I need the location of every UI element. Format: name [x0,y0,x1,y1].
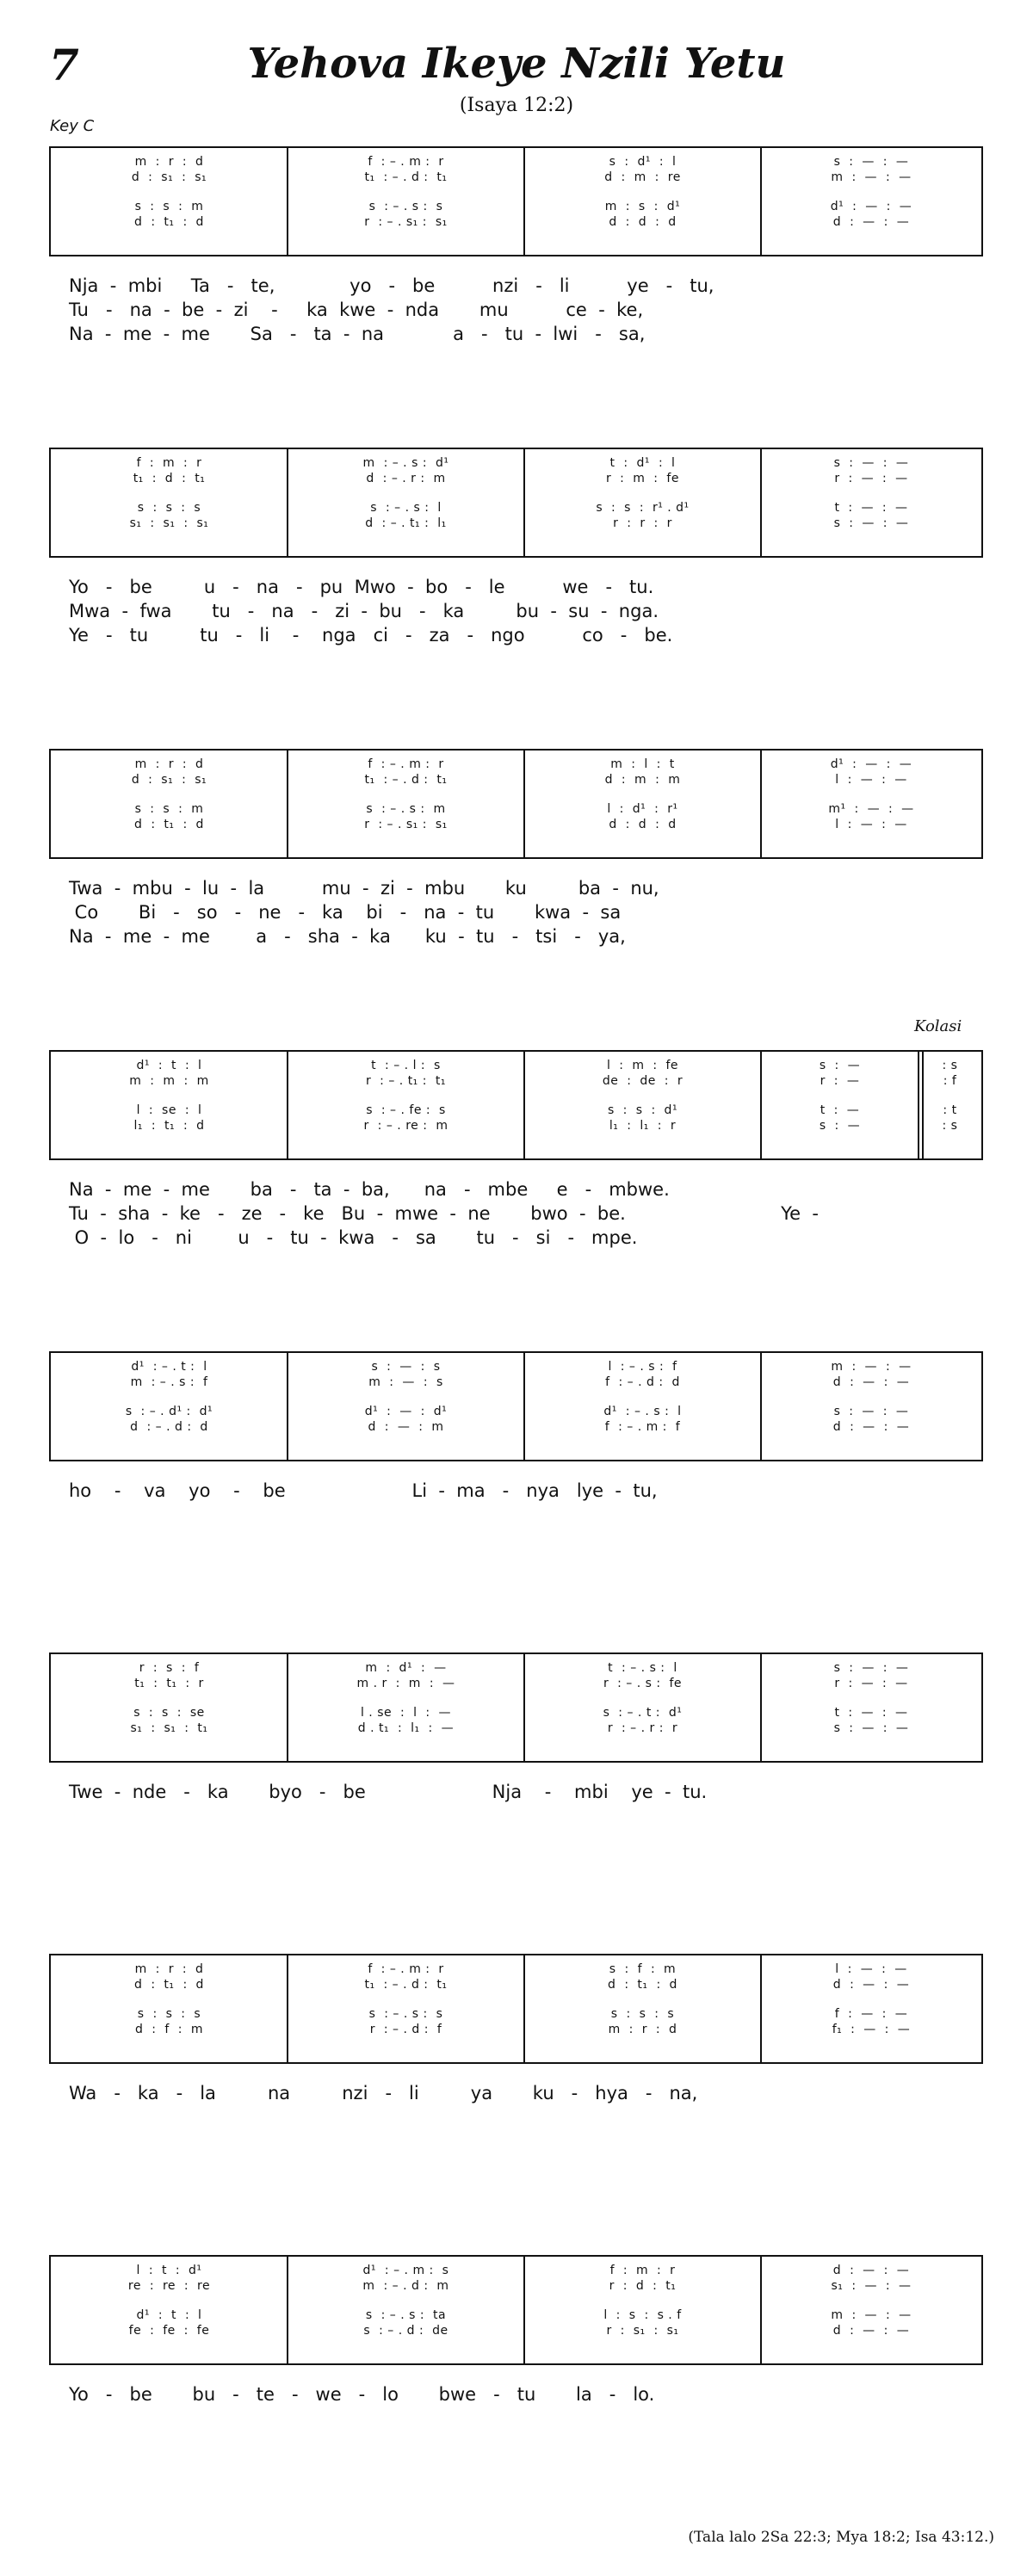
voice-line: f : – . m : r [368,155,444,169]
barline [760,2257,762,2363]
voice-line: d¹ : — : — [830,200,912,213]
voice-line: : t [943,1103,957,1117]
voice-line: l : s : s . f [603,2308,682,2322]
barline [523,449,525,556]
voice-line: d . t₁ : l₁ : — [357,1721,455,1735]
solfa-system [49,2255,983,2365]
voice-line: r : m : fe [606,472,679,485]
barline [287,148,288,255]
voice-line: m . r : m : — [356,1677,455,1690]
solfa-system [49,1652,983,1763]
voice-line: m : s : d¹ [604,200,681,213]
lyric-line: Ye - tu tu - li - nga ci - za - ngo co - be. [69,625,673,646]
voice-line: d : — : — [832,2264,910,2277]
scripture-reference: (Isaya 12:2) [459,95,574,116]
lyric-line: Yo - be bu - te - we - lo bwe - tu la - lo. [69,2384,655,2405]
voice-line: l : m : fe [606,1059,679,1072]
voice-line: s : – . d : de [363,2324,448,2338]
voice-line: m : — : s [368,1375,443,1389]
lyric-line: Wa - ka - la na nzi - li ya ku - hya - na, [69,2083,698,2103]
voice-line: d¹ : – . s : l [603,1405,682,1418]
voice-line: d¹ : — : — [830,757,912,771]
double-barline [918,1052,924,1158]
voice-line: : s [942,1059,958,1072]
barline [287,1052,288,1158]
measure [288,449,524,556]
voice-line: s : s : m [134,802,204,816]
voice-line: t : — [820,1103,860,1117]
voice-line: d : – . d : d [130,1420,208,1434]
voice-line: : f [943,1074,957,1088]
measure [288,1654,524,1761]
voice-line: m : m : m [129,1074,209,1088]
voice-line: m : – . s : f [130,1375,208,1389]
voice-line: s : s : r¹ . d¹ [596,501,690,515]
voice-line: d : – . t₁ : l₁ [365,516,447,530]
barline [287,751,288,857]
measure [51,2257,288,2363]
barline [523,1052,525,1158]
voice-line: d : s₁ : s₁ [131,773,207,787]
voice-line: s : — [819,1119,861,1133]
measure [288,751,524,857]
voice-line: s : — : — [833,456,909,470]
voice-line: re : re : re [127,2279,211,2293]
voice-line: d : f : m [135,2023,203,2036]
barline [760,1353,762,1460]
voice-line: f₁ : — : — [832,2023,911,2036]
lyric-line: Co Bi - so - ne - ka bi - na - tu kwa - sa [69,902,622,923]
voice-line: s : – . s : s [368,2007,443,2021]
measure [524,1353,761,1460]
voice-line: s : s : d¹ [607,1103,678,1117]
measure [288,2257,524,2363]
barline [523,148,525,255]
measure [51,1353,288,1460]
voice-line: r : s₁ : s₁ [606,2324,679,2338]
measure [524,1052,761,1158]
voice-line: r : — [820,1074,860,1088]
lyric-line: Twe - nde - ka byo - be Nja - mbi ye - tu. [69,1782,708,1802]
voice-line: d : d : d [609,818,677,831]
voice-line: r : – . s₁ : s₁ [364,215,448,229]
lyric-line: Na - me - me ba - ta - ba, na - mbe e - mbwe. [69,1179,670,1200]
voice-line: d : — : — [832,1420,910,1434]
voice-line: m : l : t [610,757,675,771]
voice-line: s : — : — [833,1405,909,1418]
solfa-system [49,749,983,859]
measure [524,751,761,857]
voice-line: d¹ : – . t : l [131,1360,207,1374]
voice-line: f : – . m : r [368,757,444,771]
voice-line: s₁ : — : — [831,2279,912,2293]
measure [524,2257,761,2363]
measure [761,2257,981,2363]
voice-line: r : – . s : fe [603,1677,683,1690]
voice-line: l : — : — [835,1962,907,1976]
voice-line: m : r : d [134,757,204,771]
voice-line: f : – . d : d [605,1375,680,1389]
voice-line: m : r : d [134,155,204,169]
voice-line: m¹ : — : — [828,802,914,816]
voice-line: t₁ : d : t₁ [133,472,206,485]
barline [287,1654,288,1761]
measure [51,148,288,255]
barline [760,1955,762,2062]
voice-line: l : — : — [835,773,907,787]
voice-line: f : m : r [609,2264,676,2277]
voice-line: t : — : — [834,1706,908,1720]
measure [51,449,288,556]
barline [760,751,762,857]
voice-line: m : r : d [608,2023,677,2036]
voice-line: r : r : r [613,516,672,530]
voice-line: f : — : — [834,2007,908,2021]
voice-line: s : s : s [137,2007,201,2021]
voice-line: s₁ : s₁ : t₁ [130,1721,208,1735]
hymn-title: Yehova Ikeye Nzili Yetu [247,40,786,88]
voice-line: s : s : m [134,200,204,213]
voice-line: s : — : — [833,1721,909,1735]
voice-line: l₁ : t₁ : d [133,1119,205,1133]
solfa-system [49,1050,983,1160]
barline [523,1353,525,1460]
voice-line: s : d¹ : l [609,155,677,169]
measure [761,1654,981,1761]
measure [524,1955,761,2062]
barline [287,1353,288,1460]
voice-line: t : d¹ : l [609,456,676,470]
voice-line: d¹ : t : l [136,1059,202,1072]
voice-line: f : m : r [136,456,202,470]
lyric-line: Nja - mbi Ta - te, yo - be nzi - li ye - tu, [69,275,714,296]
voice-line: r : – . r : r [607,1721,678,1735]
voice-line: t : — : — [834,501,908,515]
voice-line: m : — : — [831,2308,912,2322]
voice-line: s : — [819,1059,861,1072]
voice-line: d¹ : t : l [136,2308,202,2322]
voice-line: f : – . m : r [368,1962,444,1976]
voice-line: s : s : s [137,501,201,515]
voice-line: s : – . s : l [370,501,442,515]
barline [287,449,288,556]
voice-line: d : — : — [832,215,910,229]
barline [523,1955,525,2062]
measure [761,148,981,255]
voice-line: : s [942,1119,958,1133]
voice-line: d : m : re [604,170,681,184]
voice-line: l : se : l [136,1103,202,1117]
voice-line: r : – . t₁ : t₁ [366,1074,446,1088]
solfa-system [49,448,983,558]
voice-line: r : – . re : m [363,1119,448,1133]
measure [288,1955,524,2062]
voice-line: s : — : s [371,1360,441,1374]
voice-line: d : t₁ : d [134,818,204,831]
measure [51,1654,288,1761]
lyric-line: Mwa - fwa tu - na - zi - bu - ka bu - su - nga. [69,601,659,621]
voice-line: l . se : l : — [360,1706,452,1720]
solfa-system [49,1954,983,2064]
voice-line: l : – . s : f [608,1360,677,1374]
barline [523,2257,525,2363]
voice-line: m : d¹ : — [365,1661,447,1675]
barline [760,1654,762,1761]
voice-line: s : — : — [833,155,909,169]
barline [760,1052,762,1158]
voice-line: t₁ : t₁ : r [134,1677,204,1690]
measure [51,751,288,857]
voice-line: r : – . d : f [369,2023,442,2036]
voice-line: s₁ : s₁ : s₁ [129,516,209,530]
lyric-line: ho - va yo - be Li - ma - nya lye - tu, [69,1480,658,1501]
voice-line: s : f : m [609,1962,677,1976]
voice-line: d : — : — [832,1978,910,1992]
voice-line: s : – . d¹ : d¹ [125,1405,213,1418]
voice-line: s : – . s : m [366,802,446,816]
lyric-line: Tu - na - be - zi - ka kwe - nda mu ce - ke, [69,300,644,320]
voice-line: s : — : — [833,516,909,530]
voice-line: d : t₁ : d [134,215,204,229]
barline [760,449,762,556]
voice-line: m : — : — [831,170,912,184]
voice-line: l : t : d¹ [136,2264,202,2277]
measure [761,1955,981,2062]
voice-line: s : s : s [610,2007,675,2021]
lyric-line: Na - me - me a - sha - ka ku - tu - tsi - ya, [69,926,626,947]
voice-line: t₁ : – . d : t₁ [364,773,448,787]
voice-line: m : — : — [831,1360,912,1374]
voice-line: l₁ : l₁ : r [609,1119,677,1133]
lyric-line: Yo - be u - na - pu Mwo - bo - le we - tu. [69,577,654,597]
voice-line: d : t₁ : d [608,1978,677,1992]
voice-line: r : — : — [834,472,908,485]
measure [524,1654,761,1761]
voice-line: d : — : — [832,2324,910,2338]
voice-line: t : – . l : s [371,1059,441,1072]
measure [288,1052,524,1158]
solfa-system [49,1351,983,1461]
barline [523,751,525,857]
lyric-line: Na - me - me Sa - ta - na a - tu - lwi - sa, [69,324,646,344]
lyric-line: Twa - mbu - lu - la mu - zi - mbu ku ba - nu, [69,878,659,899]
chorus-label: Kolasi [914,1017,962,1035]
measure [524,449,761,556]
voice-line: r : d : t₁ [609,2279,677,2293]
voice-line: s : – . s : ta [365,2308,447,2322]
voice-line: d : t₁ : d [134,1978,204,1992]
voice-line: d : — : — [832,1375,910,1389]
hymn-number: 7 [49,40,79,90]
barline [760,148,762,255]
lyric-line: Tu - sha - ke - ze - ke Bu - mwe - ne bwo - be. Ye - [69,1203,819,1224]
measure [761,449,981,556]
key-signature: Key C [50,117,95,135]
measure [761,1353,981,1460]
voice-line: t : – . s : l [608,1661,677,1675]
voice-line: m : r : d [134,1962,204,1976]
barline [523,1654,525,1761]
voice-line: fe : fe : fe [128,2324,210,2338]
voice-line: m : – . d : m [362,2279,449,2293]
voice-line: t₁ : – . d : t₁ [364,1978,448,1992]
measure [51,1955,288,2062]
voice-line: d : s₁ : s₁ [131,170,207,184]
voice-line: r : s : f [139,1661,200,1675]
voice-line: d¹ : — : d¹ [364,1405,448,1418]
measure [524,148,761,255]
voice-line: l : — : — [835,818,907,831]
voice-line: d : d : d [609,215,677,229]
footnote-references: (Tala lalo 2Sa 22:3; Mya 18:2; Isa 43:12.) [688,2529,994,2546]
voice-line: r : – . s₁ : s₁ [364,818,448,831]
measure [288,148,524,255]
voice-line: m : – . s : d¹ [362,456,449,470]
voice-line: d¹ : – . m : s [362,2264,449,2277]
voice-line: t₁ : – . d : t₁ [364,170,448,184]
measure [288,1353,524,1460]
voice-line: de : de : r [602,1074,684,1088]
voice-line: r : — : — [834,1677,908,1690]
measure [919,1052,981,1158]
voice-line: s : — : — [833,1661,909,1675]
barline [287,1955,288,2062]
voice-line: s : – . t : d¹ [603,1706,683,1720]
voice-line: s : – . fe : s [366,1103,446,1117]
solfa-system [49,146,983,256]
measure [51,1052,288,1158]
voice-line: d : — : m [368,1420,444,1434]
lyric-line: O - lo - ni u - tu - kwa - sa tu - si - mpe. [69,1227,638,1248]
voice-line: d : m : m [604,773,681,787]
voice-line: s : s : se [133,1706,205,1720]
voice-line: s : – . s : s [368,200,443,213]
voice-line: f : – . m : f [604,1420,681,1434]
voice-line: d : – . r : m [366,472,446,485]
barline [287,2257,288,2363]
measure [761,751,981,857]
measure [761,1052,919,1158]
voice-line: l : d¹ : r¹ [607,802,678,816]
